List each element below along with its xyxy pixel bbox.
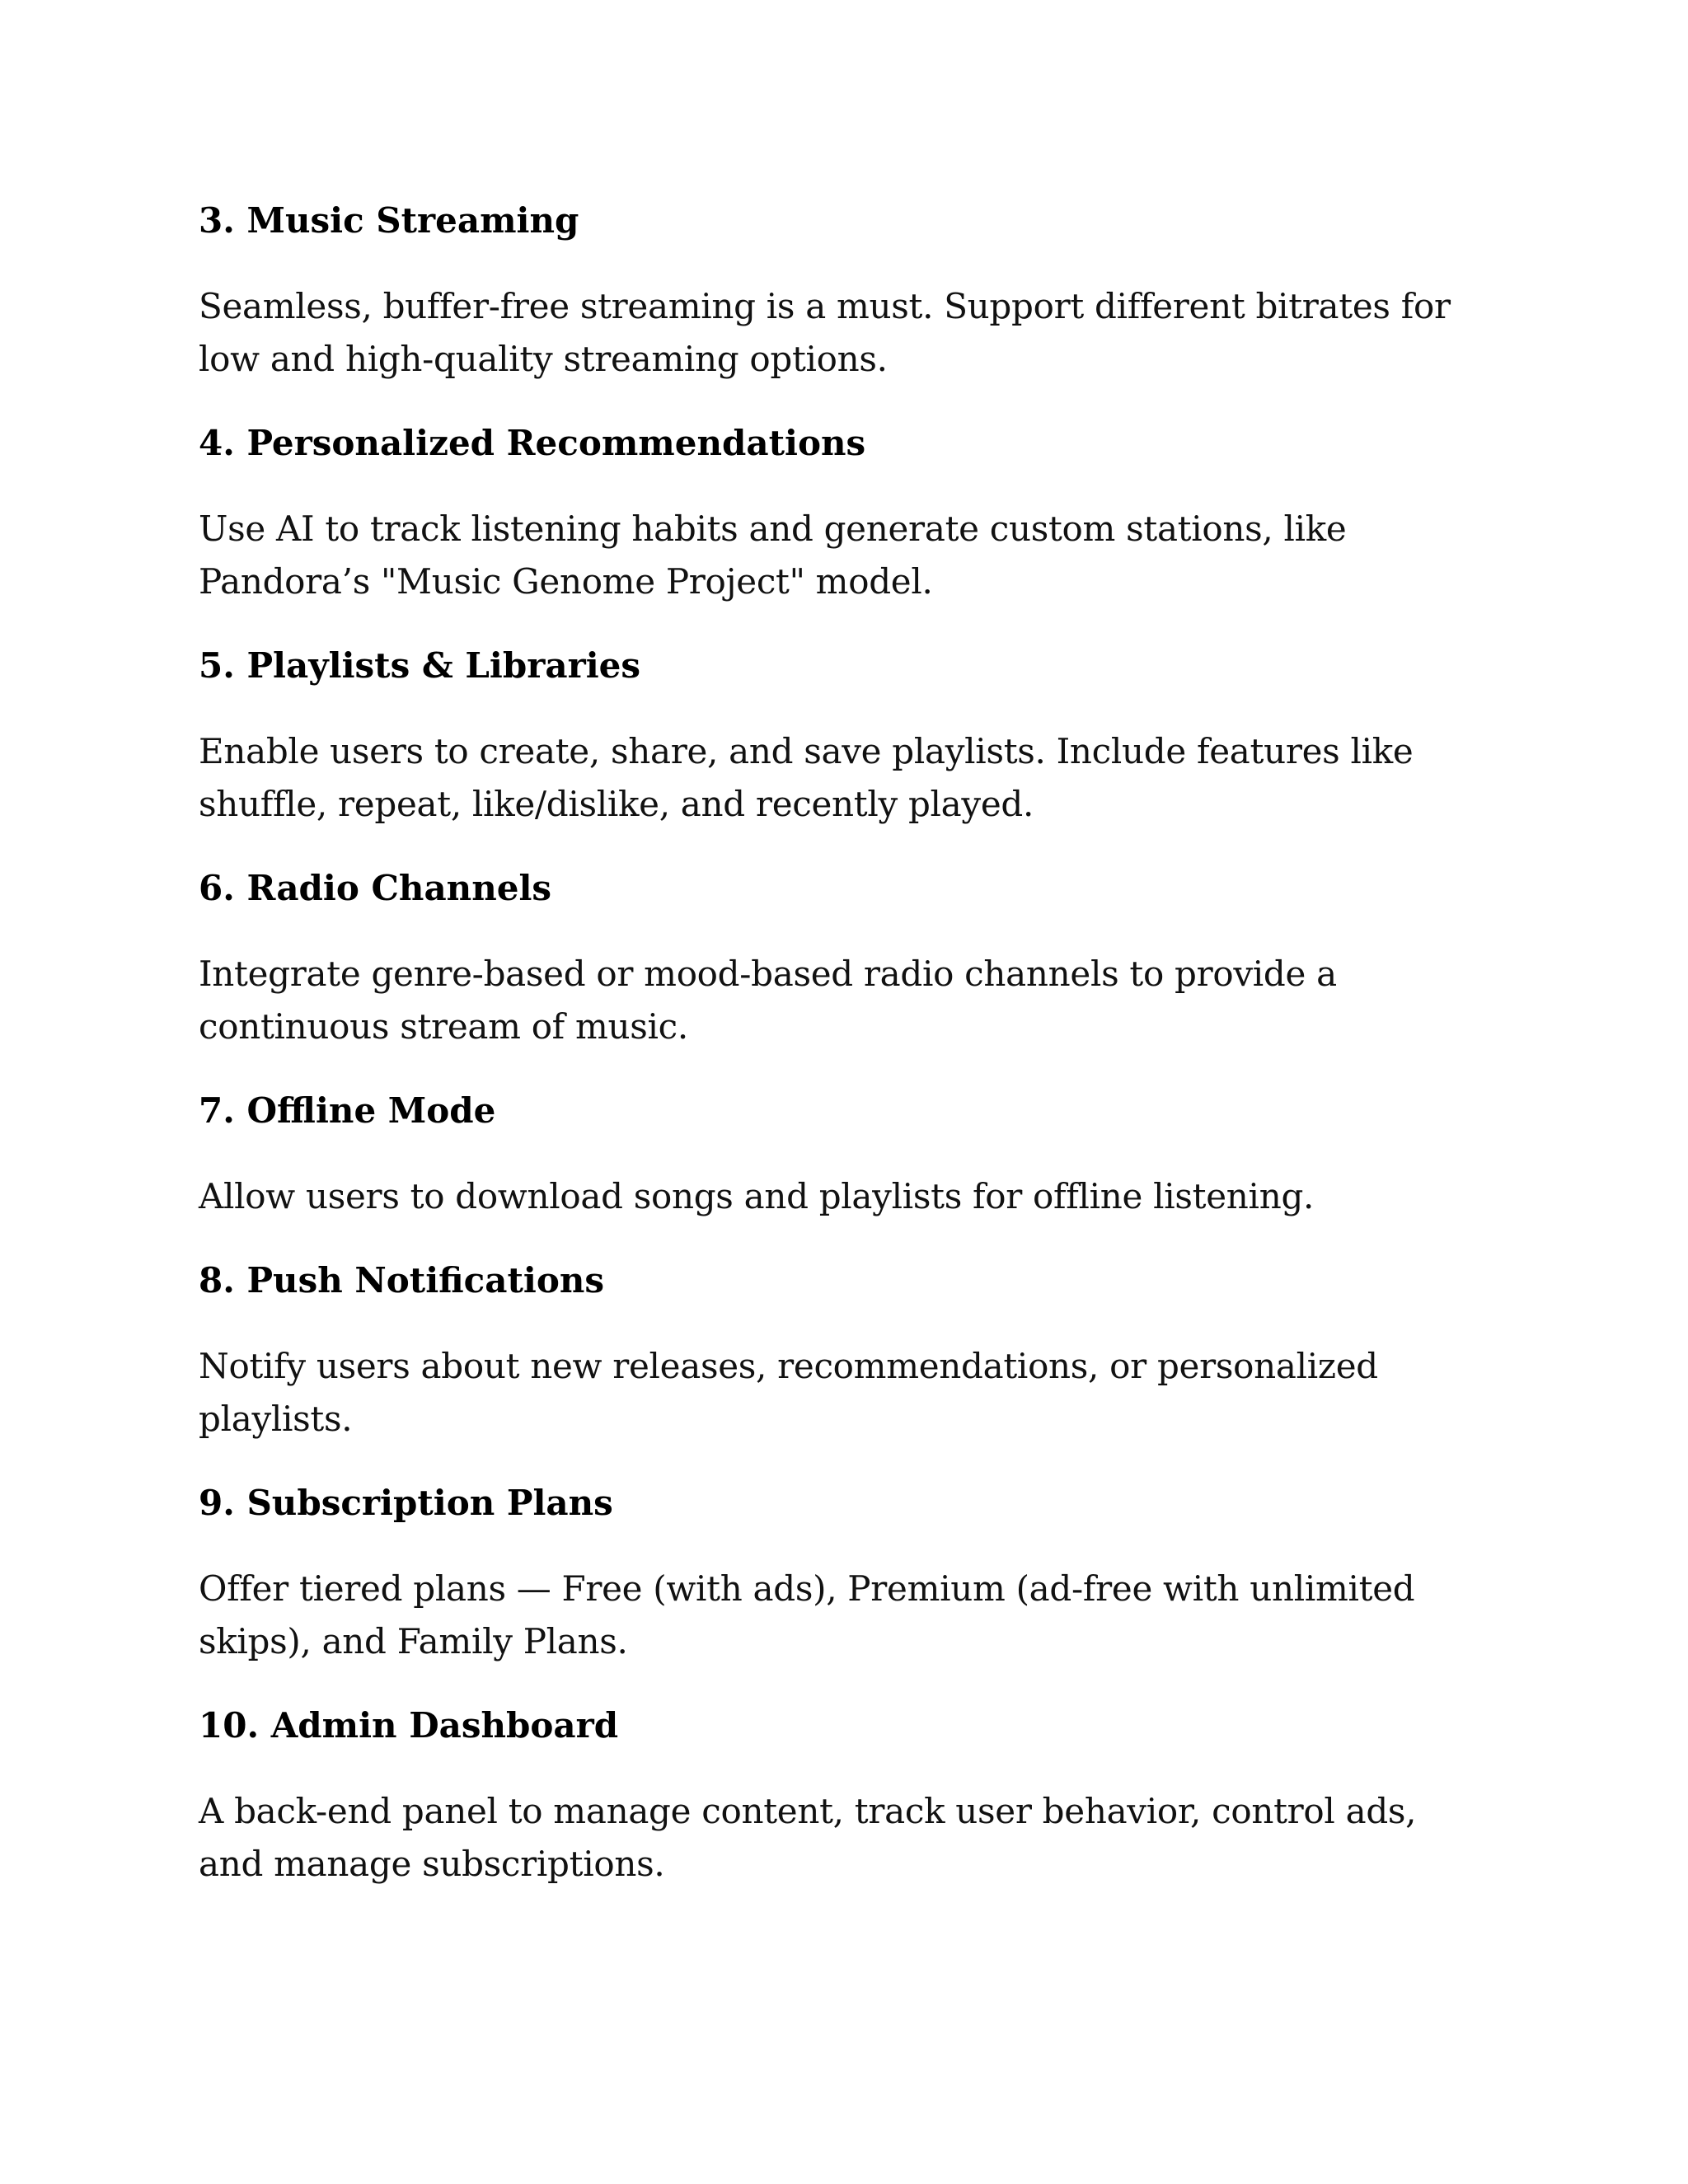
section-body: Use AI to track listening habits and generate custom stations, like Pandora’s "Music Genome Project" model. — [199, 509, 1347, 602]
section-body: Notify users about new releases, recommendations, or personalized playlists. — [199, 1346, 1378, 1439]
section-heading: 5. Playlists & Libraries — [199, 645, 641, 686]
section-heading: 8. Push Notifications — [199, 1260, 605, 1301]
section-music-streaming — [199, 194, 1484, 386]
section-heading: 9. Subscription Plans — [199, 1483, 613, 1523]
document-content — [199, 194, 1484, 1922]
section-body: Integrate genre-based or mood-based radio channels to provide a continuous stream of music. — [199, 954, 1337, 1047]
section-heading: 10. Admin Dashboard — [199, 1705, 619, 1746]
section-heading: 6. Radio Channels — [199, 868, 552, 908]
section-heading: 7. Offline Mode — [199, 1090, 496, 1131]
section-admin-dashboard — [199, 1699, 1484, 1891]
section-offline-mode — [199, 1085, 1484, 1223]
section-body: A back-end panel to manage content, track user behavior, control ads, and manage subscriptions. — [199, 1791, 1417, 1884]
section-radio-channels — [199, 862, 1484, 1053]
section-subscription-plans — [199, 1477, 1484, 1668]
section-push-notifications — [199, 1254, 1484, 1446]
section-heading: 3. Music Streaming — [199, 200, 579, 241]
section-personalized-recommendations — [199, 417, 1484, 608]
section-body: Offer tiered plans — Free (with ads), Premium (ad-free with unlimited skips), and Family Plans. — [199, 1568, 1415, 1661]
section-body: Seamless, buffer-free streaming is a must. Support different bitrates for low and high-quality streaming options. — [199, 286, 1451, 379]
section-playlists-libraries — [199, 640, 1484, 831]
section-heading: 4. Personalized Recommendations — [199, 423, 866, 463]
section-body: Allow users to download songs and playlists for offline listening. — [199, 1176, 1315, 1216]
section-body: Enable users to create, share, and save playlists. Include features like shuffle, repeat, like/dislike, and recently played. — [199, 731, 1414, 824]
